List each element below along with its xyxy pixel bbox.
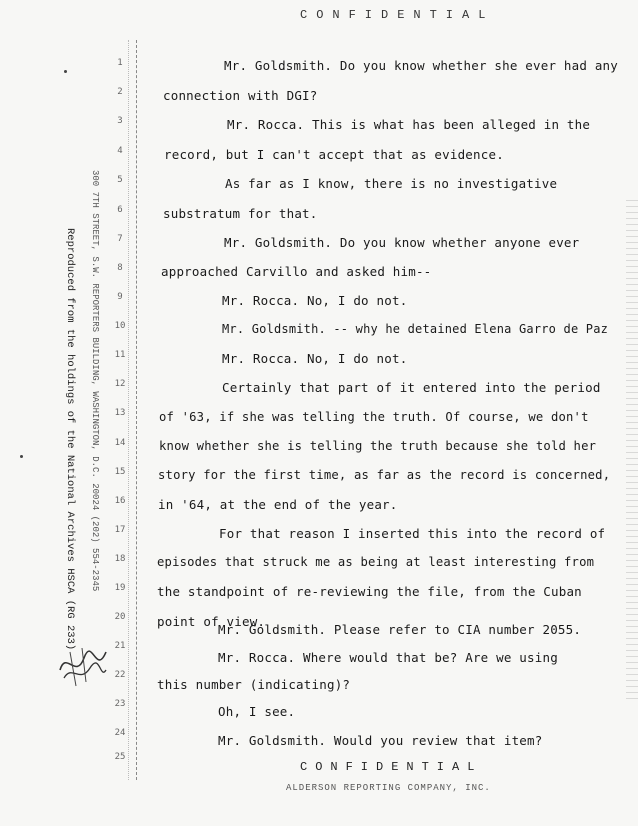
handwritten-mark-icon — [56, 640, 110, 690]
transcript-line: Mr. Goldsmith. -- why he detained Elena Garro de Paz — [222, 322, 609, 336]
transcript-line: Mr. Rocca. No, I do not. — [222, 351, 408, 366]
transcript-line: As far as I know, there is no investigative — [225, 176, 558, 191]
hole-punch-dot — [20, 455, 23, 458]
transcript-line: Certainly that part of it entered into the period — [222, 380, 601, 395]
transcript-line: episodes that struck me as being at least interesting from — [157, 555, 595, 569]
transcript-line: Mr. Rocca. Where would that be? Are we using — [218, 650, 558, 665]
page-edge-artifact — [626, 200, 638, 700]
transcript-line: of '63, if she was telling the truth. Of course, we don't — [159, 410, 589, 424]
line-number: 25 — [114, 752, 126, 762]
line-number: 12 — [114, 379, 126, 389]
line-number: 23 — [114, 699, 126, 709]
confidential-footer: CONFIDENTIAL — [300, 760, 483, 774]
line-number: 18 — [114, 554, 126, 564]
margin-rule — [136, 40, 137, 780]
line-number: 9 — [117, 292, 123, 302]
line-number: 22 — [114, 670, 126, 680]
transcript-line: know whether she is telling the truth because she told her — [159, 439, 597, 453]
transcript-line: point of view. — [157, 614, 266, 629]
transcript-line: For that reason I inserted this into the record of — [219, 526, 606, 541]
line-number: 21 — [114, 641, 126, 651]
line-number: 14 — [114, 438, 126, 448]
line-number: 19 — [114, 583, 126, 593]
transcript-line: approached Carvillo and asked him-- — [161, 264, 432, 279]
transcript-line: the standpoint of re-reviewing the file, from the Cuban — [157, 584, 582, 599]
line-number: 3 — [117, 116, 123, 126]
line-number: 13 — [114, 408, 126, 418]
line-number: 20 — [114, 612, 126, 622]
transcript-line: Mr. Goldsmith. Do you know whether she ever had any — [224, 58, 619, 73]
line-number: 6 — [117, 205, 123, 215]
line-number: 11 — [114, 350, 126, 360]
line-number: 16 — [114, 496, 126, 506]
line-number: 5 — [117, 175, 123, 185]
transcript-line: connection with DGI? — [163, 88, 318, 103]
transcript-line: Oh, I see. — [218, 704, 296, 719]
line-number: 7 — [117, 234, 123, 244]
line-number: 15 — [114, 467, 126, 477]
transcript-line: story for the first time, as far as the record is concerned, — [158, 468, 611, 482]
transcript-line: Mr. Rocca. This is what has been alleged in the — [227, 117, 591, 132]
transcript-line: in '64, at the end of the year. — [158, 497, 398, 512]
confidential-header: CONFIDENTIAL — [300, 8, 495, 22]
transcript-line: Mr. Goldsmith. Would you review that item? — [218, 733, 543, 748]
line-number: 2 — [117, 87, 123, 97]
transcript-line: substratum for that. — [163, 206, 318, 221]
line-number: 10 — [114, 321, 126, 331]
transcript-line: Mr. Rocca. No, I do not. — [222, 293, 408, 308]
line-number: 8 — [117, 263, 123, 273]
line-number: 4 — [117, 146, 123, 156]
transcript-line: Mr. Goldsmith. Do you know whether anyone ever — [224, 235, 580, 250]
archive-reproduction-note: Reproduced from the holdings of the National Archives HSCA (RG 233) — [64, 228, 76, 651]
transcript-line: Mr. Goldsmith. Please refer to CIA number 2055. — [218, 622, 582, 637]
reporting-company: ALDERSON REPORTING COMPANY, INC. — [286, 783, 491, 793]
transcript-line: record, but I can't accept that as evidence. — [164, 147, 504, 162]
reporter-address: 300 7TH STREET, S.W. REPORTERS BUILDING, WASHINGTON, D.C. 20024 (202) 554-2345 — [90, 170, 100, 592]
line-number: 24 — [114, 728, 126, 738]
line-number: 1 — [117, 58, 123, 68]
transcript-line: this number (indicating)? — [157, 677, 351, 692]
margin-rule-dotted — [128, 40, 129, 780]
speck-mark — [64, 70, 67, 73]
line-number: 17 — [114, 525, 126, 535]
